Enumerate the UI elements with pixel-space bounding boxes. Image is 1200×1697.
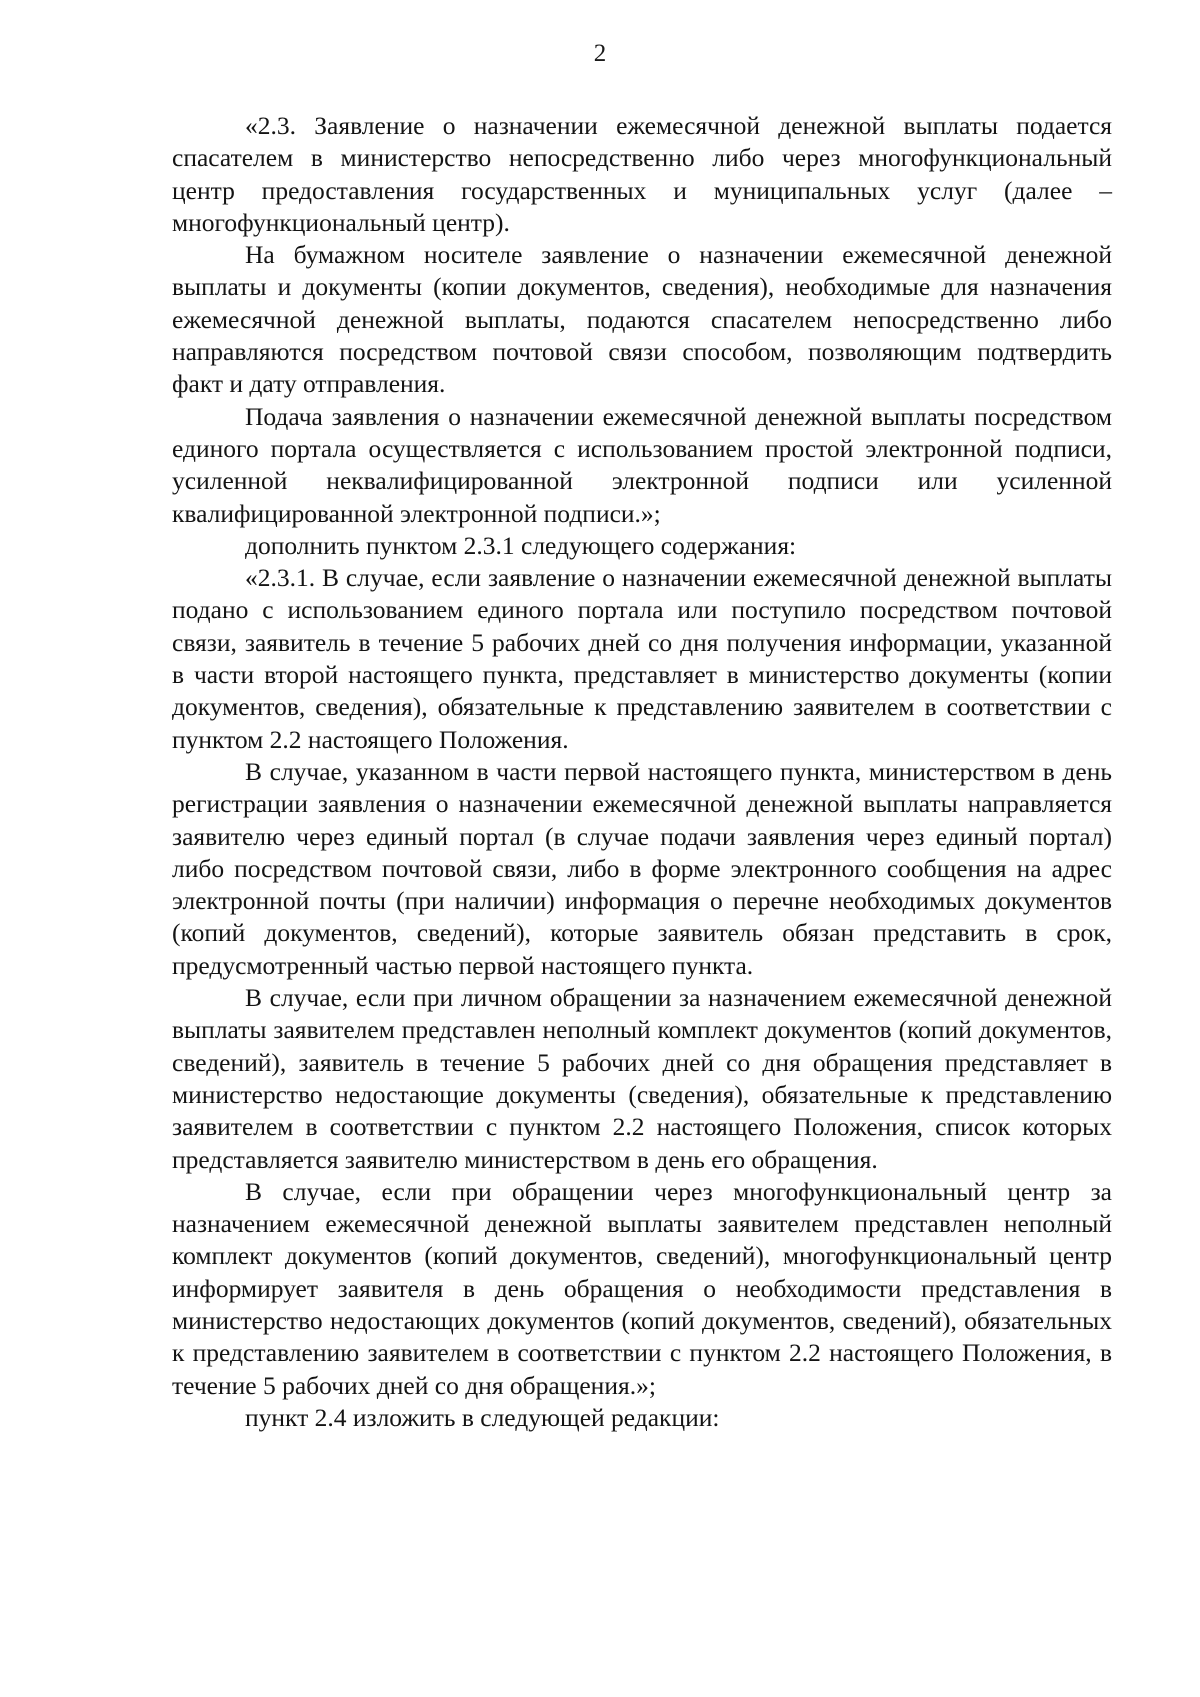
paragraph-amend-2-4: пункт 2.4 изложить в следующей редакции: <box>245 1402 720 1432</box>
paragraph-2-3: «2.3. Заявление о назначении ежемесячной денежной выплаты подается спасателем в министерство непосредственно либо через многофункциональный центр предоставления государственных и муниципальных услуг (далее – многофункциональный центр). <box>172 111 1112 237</box>
paragraph-ministry-notification: В случае, указанном в части первой настоящего пункта, министерством в день регистрации заявления о назначении ежемесячной денежной выплаты направляется заявителю через единый портал (в случае подачи заявления через единый портал) либо посредством почтовой связи, либо в форме электронного сообщения на адрес электронной почты (при наличии) информация о перечне необходимых документов (копий документов, сведений), которые заявитель обязан представить в срок, предусмотренный частью первой настоящего пункта. <box>172 756 1112 980</box>
paragraph-paper-submission: На бумажном носителе заявление о назначении ежемесячной денежной выплаты и документы (копии документов, сведения), необходимые для назначения ежемесячной денежной выплаты, подаются спасателем непосредственно либо направляются посредством почтовой связи способом, позволяющим подтвердить факт и дату отправления. <box>172 240 1112 399</box>
paragraph-amend-2-3-1: дополнить пунктом 2.3.1 следующего содержания: <box>245 530 797 560</box>
page-number: 2 <box>593 40 607 67</box>
document-body <box>172 110 1112 1434</box>
paragraph-mfc-request: В случае, если при обращении через многофункциональный центр за назначением ежемесячной денежной выплаты заявителем представлен неполный комплект документов (копий документов, сведений), многофункциональный центр информирует заявителя в день обращения о необходимости представления в министерство недостающих документов (копий документов, сведений), обязательных к представлению заявителем в соответствии с пунктом 2.2 настоящего Положения, в течение 5 рабочих дней со дня обращения.»; <box>172 1176 1112 1400</box>
paragraph-2-3-1: «2.3.1. В случае, если заявление о назначении ежемесячной денежной выплаты подано с использованием единого портала или поступило посредством почтовой связи, заявитель в течение 5 рабочих дней со дня получения информации, указанной в части второй настоящего пункта, представляет в министерство документы (копии документов, сведения), обязательные к представлению заявителем в соответствии с пунктом 2.2 настоящего Положения. <box>172 563 1112 754</box>
paragraph-personal-request: В случае, если при личном обращении за назначением ежемесячной денежной выплаты заявителем представлен неполный комплект документов (копий документов, сведений), заявитель в течение 5 рабочих дней со дня обращения представляет в министерство недостающие документы (сведения), обязательные к представлению заявителем в соответствии с пунктом 2.2 настоящего Положения, список которых представляется заявителю министерством в день его обращения. <box>172 983 1112 1174</box>
paragraph-portal-submission: Подача заявления о назначении ежемесячной денежной выплаты посредством единого портала осуществляется с использованием простой электронной подписи, усиленной неквалифицированной электронной подписи или усиленной квалифицированной электронной подписи.»; <box>172 401 1112 528</box>
